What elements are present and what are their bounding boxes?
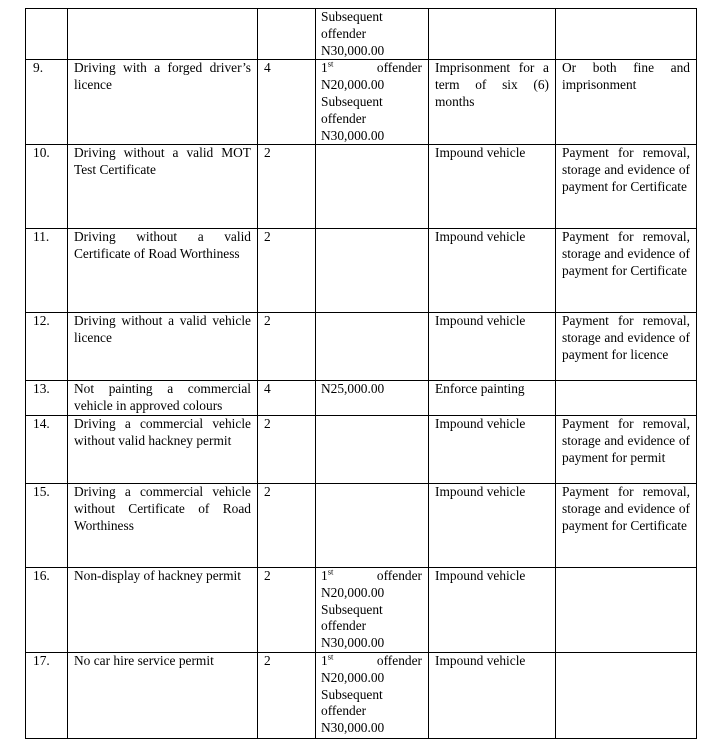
fine-amount [316, 145, 429, 229]
penalty-text: Impound vehicle [429, 313, 556, 381]
fine-first-offender-word: offender [376, 652, 422, 668]
points-value [258, 9, 316, 60]
table-row [26, 483, 697, 567]
remark-text [556, 652, 697, 738]
table-row [26, 567, 697, 652]
offence-table-body [26, 9, 697, 739]
points-value: 2 [258, 415, 316, 483]
points-value: 2 [258, 567, 316, 652]
fine-amount [316, 229, 429, 313]
penalty-text: Impound vehicle [429, 483, 556, 567]
offence-table [25, 8, 697, 739]
table-row [26, 652, 697, 738]
offence-text: Driving without a valid Certificate of Road Worthiness [68, 229, 258, 313]
remark-text [556, 567, 697, 652]
offence-text: Driving without a valid MOT Test Certificate [68, 145, 258, 229]
penalty-text [429, 9, 556, 60]
penalty-text: Imprisonment for a term of six (6) months [429, 60, 556, 145]
fine-line: N30,000.00 [321, 720, 385, 736]
fine-amount [316, 483, 429, 567]
points-value: 4 [258, 381, 316, 416]
fine-line: Subsequent [321, 93, 383, 109]
fine-line: N30,000.00 [321, 127, 385, 143]
fine-line: N30,000.00 [321, 635, 385, 651]
fine-ordinal-number: 1 [321, 567, 328, 583]
table-row [26, 60, 697, 145]
penalty-text: Impound vehicle [429, 415, 556, 483]
fine-first-offender [321, 653, 422, 670]
row-number [26, 9, 68, 60]
table-row [26, 145, 697, 229]
fine-line: N25,000.00 [321, 381, 385, 397]
penalty-text: Impound vehicle [429, 229, 556, 313]
fine-first-offender-word: offender [376, 567, 422, 583]
fine-first-offender [321, 60, 422, 77]
fine-line: N20,000.00 [321, 669, 385, 685]
offence-text: No car hire service permit [68, 652, 258, 738]
table-row [26, 9, 697, 60]
row-number: 10. [26, 145, 68, 229]
offence-text: Driving a commercial vehicle without valid hackney permit [68, 415, 258, 483]
table-row [26, 415, 697, 483]
remark-text: Payment for removal, storage and evidence of payment for permit [556, 415, 697, 483]
points-value: 2 [258, 145, 316, 229]
remark-text: Payment for removal, storage and evidence of payment for Certificate [556, 145, 697, 229]
row-number: 15. [26, 483, 68, 567]
remark-text [556, 381, 697, 416]
fine-line: offender [321, 25, 367, 41]
fine-line: N20,000.00 [321, 77, 385, 93]
points-value: 2 [258, 313, 316, 381]
row-number: 9. [26, 60, 68, 145]
row-number: 17. [26, 652, 68, 738]
table-row [26, 229, 697, 313]
fine-amount [316, 567, 429, 652]
penalty-text: Impound vehicle [429, 145, 556, 229]
fine-ordinal-number: 1 [321, 652, 328, 668]
offence-text: Driving with a forged driver’s licence [68, 60, 258, 145]
points-value: 2 [258, 483, 316, 567]
fine-amount [316, 381, 429, 416]
row-number: 12. [26, 313, 68, 381]
table-row [26, 381, 697, 416]
fine-first-offender [321, 568, 422, 585]
fine-ordinal-suffix: st [327, 59, 334, 69]
fine-line: Subsequent [321, 686, 383, 702]
fine-line: offender [321, 110, 367, 126]
fine-amount [316, 60, 429, 145]
points-value: 2 [258, 652, 316, 738]
offence-text: Non-display of hackney permit [68, 567, 258, 652]
row-number: 14. [26, 415, 68, 483]
offence-text [68, 9, 258, 60]
offence-text: Not painting a commercial vehicle in approved colours [68, 381, 258, 416]
penalty-text: Impound vehicle [429, 652, 556, 738]
fine-line: offender [321, 703, 367, 719]
points-value: 4 [258, 60, 316, 145]
fine-line: N20,000.00 [321, 584, 385, 600]
table-row [26, 313, 697, 381]
fine-amount [316, 313, 429, 381]
penalty-text: Impound vehicle [429, 567, 556, 652]
row-number: 16. [26, 567, 68, 652]
fine-first-offender-word: offender [376, 60, 422, 76]
remark-text [556, 9, 697, 60]
fine-ordinal-number: 1 [321, 60, 328, 76]
offence-text: Driving a commercial vehicle without Certificate of Road Worthiness [68, 483, 258, 567]
row-number: 13. [26, 381, 68, 416]
fine-amount [316, 9, 429, 60]
fine-line: offender [321, 618, 367, 634]
fine-line: Subsequent [321, 9, 383, 24]
row-number: 11. [26, 229, 68, 313]
fine-ordinal-suffix: st [327, 567, 334, 577]
fine-line: Subsequent [321, 601, 383, 617]
remark-text: Payment for removal, storage and evidence of payment for licence [556, 313, 697, 381]
points-value: 2 [258, 229, 316, 313]
fine-amount [316, 652, 429, 738]
remark-text: Payment for removal, storage and evidence of payment for Certificate [556, 229, 697, 313]
fine-line: N30,000.00 [321, 42, 385, 58]
remark-text: Payment for removal, storage and evidence of payment for Certificate [556, 483, 697, 567]
offence-text: Driving without a valid vehicle licence [68, 313, 258, 381]
fine-amount [316, 415, 429, 483]
penalty-text: Enforce painting [429, 381, 556, 416]
fine-ordinal-suffix: st [327, 652, 334, 662]
remark-text: Or both fine and imprisonment [556, 60, 697, 145]
